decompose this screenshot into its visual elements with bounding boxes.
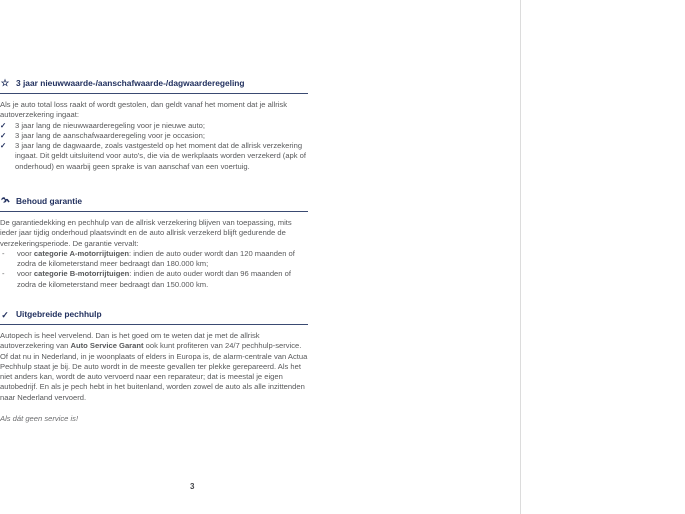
page-number: 3 — [190, 482, 195, 491]
section-header — [0, 309, 308, 320]
list-item-text: 3 jaar lang de nieuwwaarderegeling voor je nieuwe auto; — [15, 120, 205, 130]
list-item — [0, 249, 308, 270]
list-item — [0, 141, 308, 172]
list-item — [0, 131, 308, 141]
dash-list — [0, 249, 308, 290]
section-rule — [0, 324, 308, 325]
star-icon: ☆ — [0, 77, 10, 89]
list-item-text: 3 jaar lang de dagwaarde, zoals vastgesteld op het moment dat de allrisk verzekering ingaat. Dit geldt uitsluitend voor auto's, die via de werkplaats worden verzekerd (apk of onderhoud) en waarbij geen sprake is van aanschaf van een voertuig. — [15, 141, 307, 171]
list-item-text: 3 jaar lang de aanschafwaarderegeling voor je occasion; — [15, 130, 205, 140]
section-paragraph: Autopech is heel vervelend. Dan is het goed om te weten dat je met de allrisk autoverzekering van Auto Service Garant ook kunt profiteren van 24/7 pechhulp-service. Of dat nu in Nederland, in je woonplaats of elders in Europa is, de alarm-centrale van Actua Pechhulp staat je bij. De auto wordt in de meeste gevallen ter plekke gerepareerd. Als het niet anders kan, wordt de auto vervoerd naar een reparateur; dat is meestal je eigen autobedrijf. En als je pech hebt in het buitenland, worden zowel de auto als alle inzittenden naar Nederland vervoerd. — [0, 331, 308, 402]
dash-bullet: - — [2, 269, 5, 279]
checkmark-list — [0, 121, 308, 172]
section-title: 3 jaar nieuwwaarde-/aanschafwaarde-/dagwaarderegeling — [16, 78, 245, 88]
list-item-text: voor categorie B-motorrijtuigen: indien de auto ouder wordt dan 96 maanden of zodra de kilometerstand meer bedraagt dan 150.000 km. — [17, 269, 291, 289]
section-behoud-garantie — [0, 196, 308, 290]
wrench-icon — [0, 197, 10, 206]
check-bullet-icon: ✓ — [0, 120, 7, 130]
section-intro: De garantiedekking en pechhulp van de allrisk verzekering blijven van toepassing, mits ieder jaar tijdig onderhoud plaatsvindt en de auto allrisk verzekerd blijft gedurende de verzekeringsperiode. De garantie vervalt: — [0, 218, 292, 248]
list-item-text: voor categorie A-motorrijtuigen: indien de auto ouder wordt dan 120 maanden of zodra de kilometerstand meer bedraagt dan 180.000 km; — [17, 248, 295, 269]
section-header — [0, 196, 308, 207]
section-intro: Als je auto total loss raakt of wordt gestolen, dan geldt vanaf het moment dat je allrisk autoverzekering ingaat: — [0, 100, 288, 120]
section-header — [0, 78, 308, 89]
section-title: Behoud garantie — [16, 196, 83, 206]
list-item — [0, 269, 308, 290]
check-bullet-icon: ✓ — [0, 141, 7, 151]
section-rule — [0, 93, 308, 94]
section-title: Uitgebreide pechhulp — [16, 309, 102, 319]
section-nieuwwaarderegeling — [0, 78, 308, 172]
check-bullet-icon: ✓ — [0, 130, 7, 140]
section-uitgebreide-pechhulp — [0, 309, 308, 424]
list-item — [0, 121, 308, 131]
service-note: Als dát geen service is! — [0, 414, 79, 424]
dash-bullet: - — [2, 248, 5, 258]
check-icon: ✓ — [1, 309, 9, 320]
page-divider — [520, 0, 521, 514]
section-rule — [0, 211, 308, 212]
